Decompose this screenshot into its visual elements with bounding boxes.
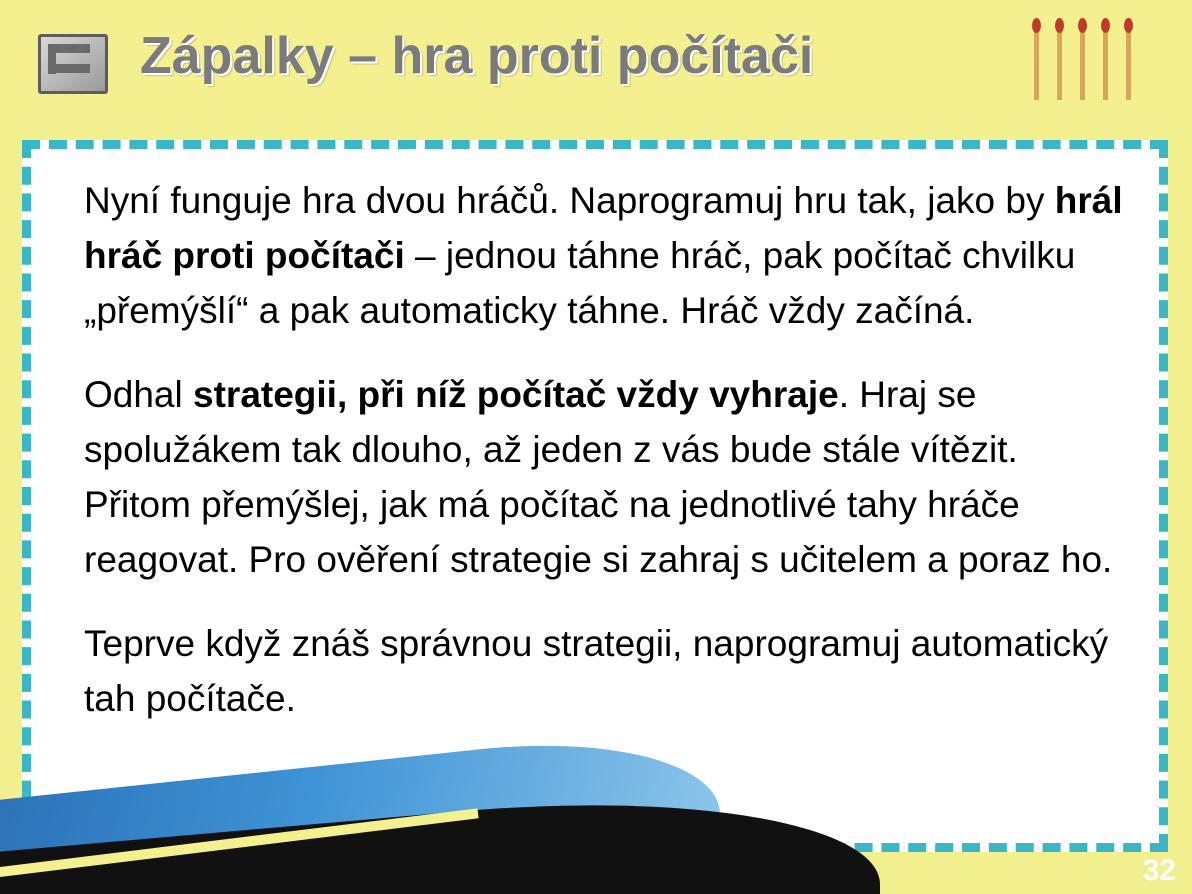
match-stick (1057, 22, 1062, 100)
emphasis-text: strategii, při níž počítač vždy vyhraje (193, 374, 839, 416)
body-text (84, 174, 1130, 727)
slide-header (0, 0, 1192, 126)
body-paragraph (84, 368, 1130, 587)
match-head (1055, 18, 1064, 33)
page-number: 32 (1142, 854, 1176, 887)
page-title: Zápalky – hra proti počítači (140, 27, 814, 85)
plain-text: Odhal (84, 374, 194, 416)
plain-text: Nyní funguje hra dvou hráčů. Naprogramuj hru tak, jako by (84, 180, 1055, 221)
body-paragraph (84, 617, 1130, 727)
content-panel (22, 140, 1168, 852)
plain-text: Teprve když znáš správnou strategii, naprogramuj automatický tah počítače. (84, 623, 1109, 719)
match-head (1101, 18, 1110, 33)
content-inner (31, 149, 1159, 843)
match-stick (1034, 22, 1039, 100)
body-paragraph (84, 174, 1130, 338)
plain-text: – jednou táhne hráč, pak počítač chvilku „přemýšlí“ a pak automaticky táhne. Hráč vždy začíná. (84, 234, 1076, 331)
matchbox-slot-bottom (52, 64, 90, 73)
match-head (1124, 18, 1133, 33)
match-head (1078, 18, 1087, 33)
match-stick (1080, 22, 1085, 100)
match-stick (1103, 22, 1108, 100)
matches-icon (1032, 22, 1152, 108)
match-head (1032, 18, 1041, 33)
matchbox-slot-top (52, 44, 90, 53)
plain-text: . Hraj se spolužákem tak dlouho, až jeden z vás bude stále vítězit. Přitom přemýšlej, jak má počítač na jednotlivé tahy hráče reagovat. Pro ověření strategie si zahraj s učitelem a poraz ho. (84, 374, 1113, 580)
matchbox-icon (38, 28, 104, 94)
match-stick (1126, 22, 1131, 100)
emphasis-text: hrál hráč proti počítači (84, 180, 1123, 276)
